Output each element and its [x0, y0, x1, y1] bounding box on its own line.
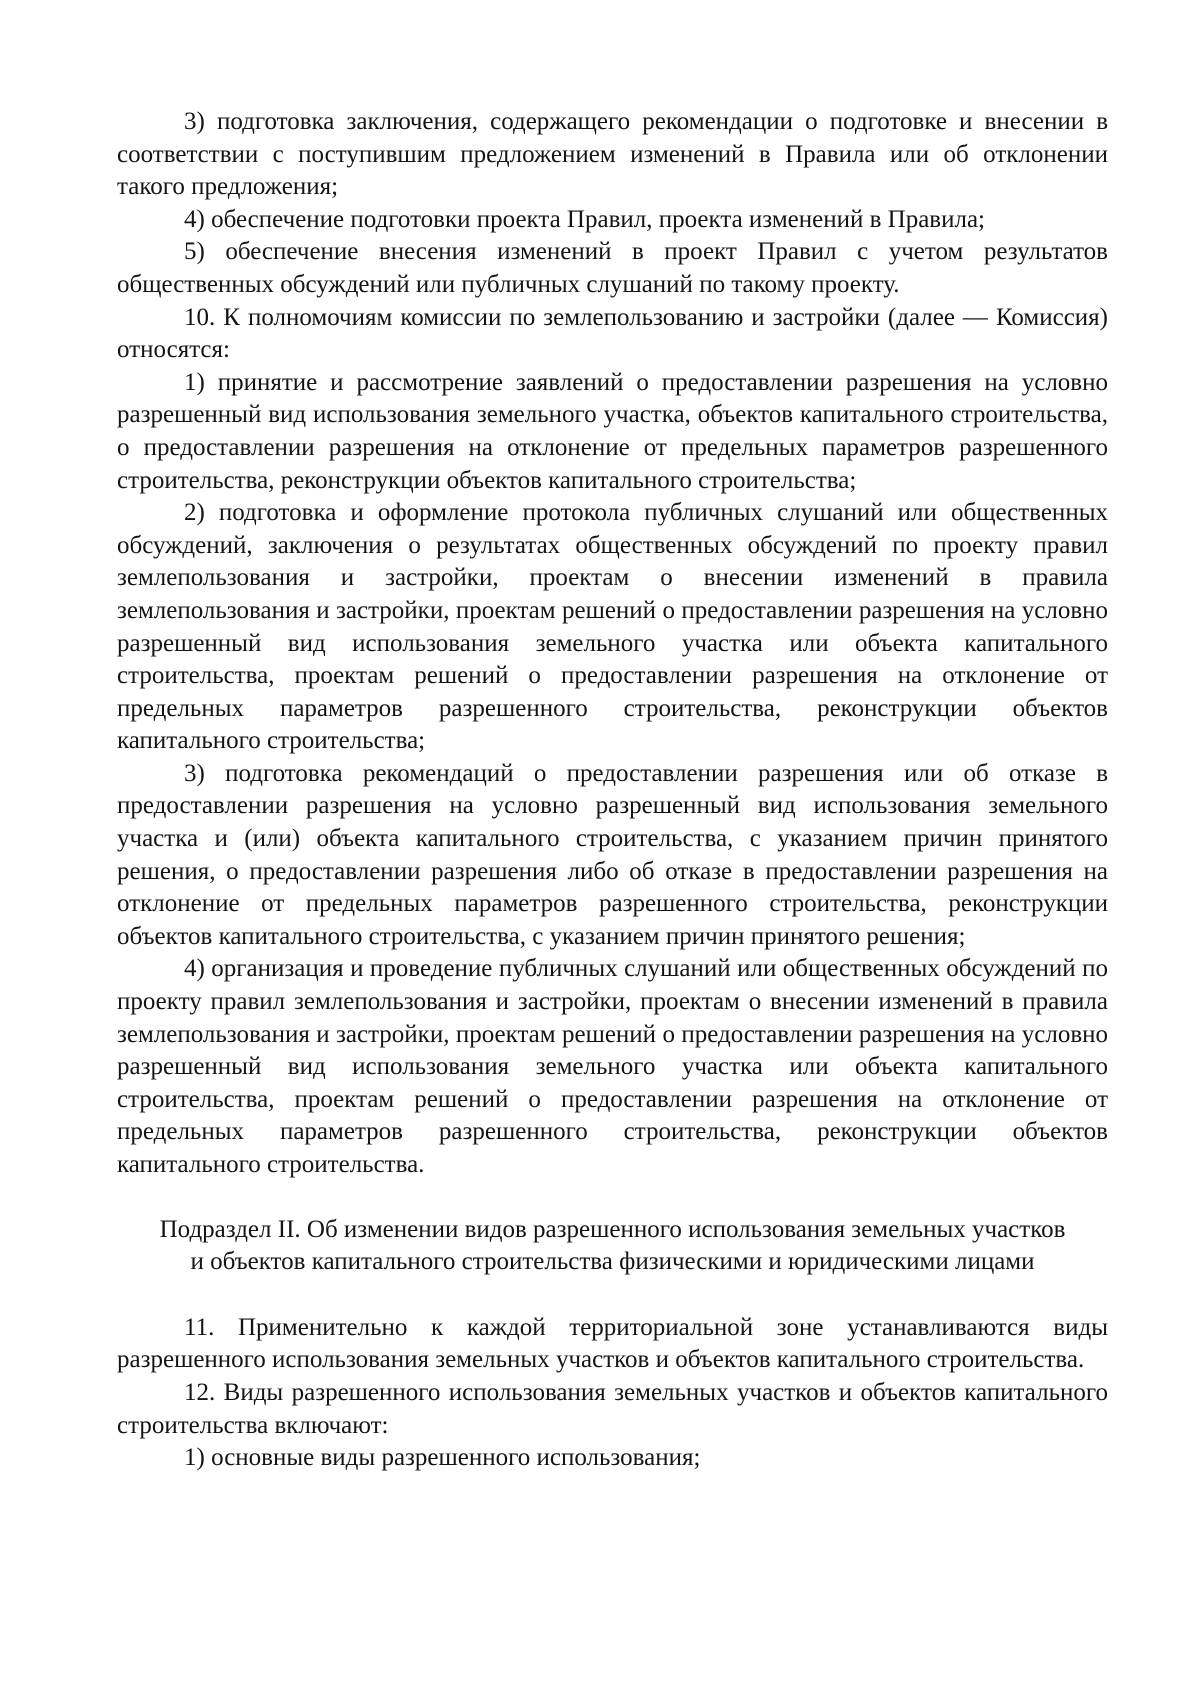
paragraph-power-3-recommendations: 3) подготовка рекомендаций о предоставлении разрешения или об отказе в предоставлении разрешения на условно разрешенный вид использования земельного участка и (или) объекта капитального строительства, с указанием причин принятого решения, о предоставлении разрешения либо об отказе в предоставлении разрешения на отклонение от предельных параметров разрешенного строительства, реконструкции объектов капитального строительства, с указанием причин принятого решения;: [117, 759, 1108, 950]
subsection-heading: [117, 1214, 1108, 1279]
paragraph-item-4-draft-rules: 4) обеспечение подготовки проекта Правил, проекта изменений в Правила;: [184, 205, 986, 233]
paragraph-section-11-zones: 11. Применительно к каждой территориальной зоне устанавливаются виды разрешенного использования земельных участков и объектов капитального строительства.: [117, 1313, 1108, 1374]
paragraph-section-12-use-types: 12. Виды разрешенного использования земельных участков и объектов капитального строительства включают:: [117, 1378, 1108, 1439]
subsection-heading-line-1: Подраздел II. Об изменении видов разрешенного использования земельных участков: [159, 1215, 1066, 1243]
paragraph-power-2-protocol: 2) подготовка и оформление протокола публичных слушаний или общественных обсуждений, заключения о результатах общественных обсуждений по проекту правил землепользования и застройки, проектам о внесении изменений в правила землепользования и застройки, проектам решений о предоставлении разрешения на условно разрешенный вид использования земельного участка или объекта капитального строительства, проектам решений о предоставлении разрешения на отклонение от предельных параметров разрешенного строительства, реконструкции объектов капитального строительства;: [117, 499, 1108, 755]
paragraph-power-4-hearings: 4) организация и проведение публичных слушаний или общественных обсуждений по проекту правил землепользования и застройки, проектам о внесении изменений в правила землепользования и застройки, проектам решений о предоставлении разрешения на условно разрешенный вид использования земельного участка или объекта капитального строительства, проектам решений о предоставлении разрешения на отклонение от предельных параметров разрешенного строительства, реконструкции объектов капитального строительства.: [117, 955, 1108, 1178]
paragraph-use-type-1-main: 1) основные виды разрешенного использования;: [184, 1444, 701, 1472]
paragraph-power-1-applications: 1) принятие и рассмотрение заявлений о предоставлении разрешения на условно разрешенный вид использования земельного участка, объектов капитального строительства, о предоставлении разрешения на отклонение от предельных параметров разрешенного строительства, реконструкции объектов капитального строительства;: [117, 368, 1108, 494]
paragraph-item-5-amendments: 5) обеспечение внесения изменений в проект Правил с учетом результатов общественных обсуждений или публичных слушаний по такому проекту.: [117, 238, 1108, 298]
paragraph-section-10-commission-powers: 10. К полномочиям комиссии по землепользованию и застройки (далее — Комиссия) относятся:: [117, 303, 1108, 364]
paragraph-item-3-conclusion: 3) подготовка заключения, содержащего рекомендации о подготовке и внесении в соответствии с поступившим предложением изменений в Правила или об отклонении такого предложения;: [117, 108, 1108, 201]
subsection-heading-line-2: и объектов капитального строительства физическими и юридическими лицами: [190, 1248, 1035, 1276]
